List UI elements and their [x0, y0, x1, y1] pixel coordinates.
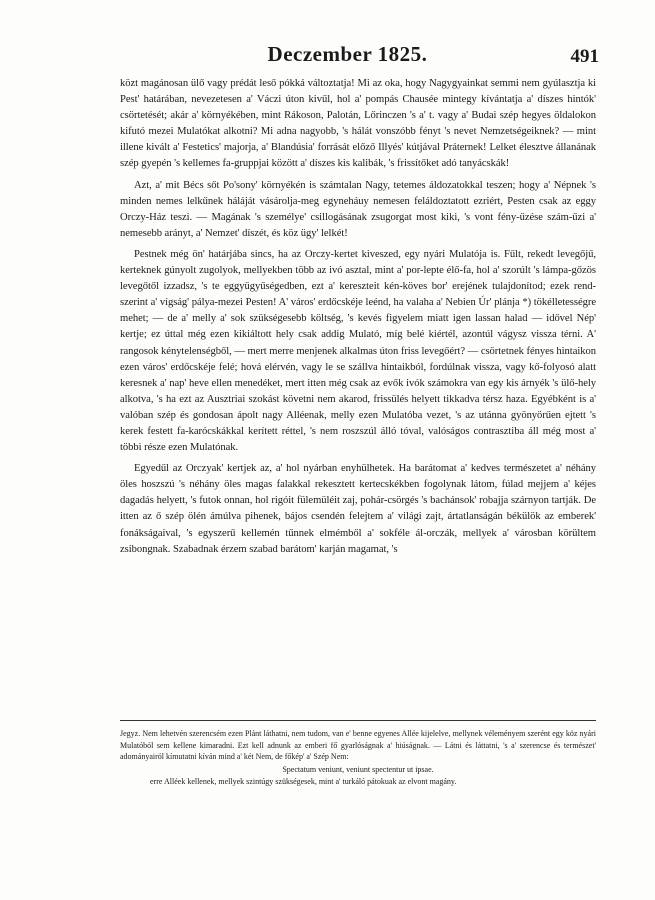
footnote-quote: Spectatum veniunt, veniunt spectentur ut ipsae. — [282, 764, 434, 774]
page-title: Deczember 1825. — [267, 42, 428, 66]
footnote-divider — [120, 720, 596, 721]
paragraph-4: Egyedűl az Orczyak' kertjek az, a' hol nyárban enyhülhetek. Ha barátomat a' kedves természetet a' néhány öles hoszszú 's néhány öles magas falakkal rekesztett kertecskékben fogolynak látom, fúlad mejjem a' kéjes dagadás helyett, 's futok onnan, hol rigóit fülemüléit zaj, pohár-csörgés 's bachánsok' robajja szárnyon tartják. De itten az ő szép ölén ámúlva pihenek, bájos csendén felejtem a' világi zajt, ártatlanságán békülök az emberek' fonákságaival, 's egyszerű kellemén tűnnek elmémből a' sokféle ál-orczák, mellyek a' városban körültem zsibongnak. Szabadnak érzem szabad barátom' karján magamat, 's — [120, 463, 596, 555]
footnote-continuation: erre Alléek kellenek, mellyek szintúgy szükségesek, mint a' turkáló pátokuak az elvont magány. — [150, 777, 457, 787]
footnote-text: Jegyz. Nem lehetvén szerencsém ezen Plánt láthatni, nem tudom, van e' benne egyenes Allée kijelelve, mellynek véleményem szerént egy köz nyári Mulatóból sem kellene kimaradni. Ezt kell adnunk az emberi fő gyarlóságnak a' hiúságnak. — Látni és láttatni, 's a' szerencse és természet' adományairól kímutatni kíván mind a' két Nem, de főkép' a' Szép Nem: — [120, 729, 596, 762]
body-text — [120, 76, 596, 563]
paragraph-1: közt magánosan ülő vagy prédát leső pókká változtatja! Mi az oka, hogy Nagygyainkat semmi nem gyúlasztja ki Pest' határában, nevezetesen a' Váczi úton kivűl, hol a' pompás Chausée mintegy kívántatja a' díszes hintók' csörtetését; akár a' környékében, mint Rákoson, Palotán, Lőrinczen 's a' t. vagy a' Budai szép hegyes öldalokon kifutó mezei Mulatókat alkotni? Mi adna nagyobb, 's hálát vonszóbb fényt 's nevet Nemzetségeiknek? — mint illene kivált a' Festetics' majorja, a' Blandúsia' forrását előző Illyés' kútjával Práternek! Lelket élesztve állanának szép gyepén 's kellemes fa-gruppjai között a' díszes kis kalibák, 's frissítőket adó tanyácskák! — [120, 78, 596, 170]
paragraph-2: Azt, a' mit Bécs sőt Po'sony' környékén is számtalan Nagy, tetemes áldozatokkal teszen; hogy a' Népnek 's minden nemes lelkűnek háláját vásárolja-meg egyneháuy nemesen feláldoztatott ezriért, Pesten csak az eggy Orczy-Ház teszi. — Magának 's személye' csillogásának zsugorgat most kiki, 's vont fény-űzése szám-űzi a' nemesebb arányt, a' Nemzet' díszét, és köz ügy' lelkét! — [120, 179, 596, 239]
page-number: 491 — [570, 46, 599, 67]
paragraph-3: Pestnek még ön' határjába sincs, ha az Orczy-kertet kiveszed, egy nyári Mulatója is. Fűlt, rekedt levegőjű, kerteknek gúnyolt zugolyok, mellyekben több az ivó asztal, mint a' por-lepte élő-fa, hol a' szorúlt 's lámpa-gőzös levegőtől izzadsz, 's te eggyügyűségedben, ezt a' kereszteit kén-köves bor' erejének tulajdonítod; ezek rend-szerint a' vígság' pálya-mezei Pesten! A' város' erdőcskéje leénd, ha valaha a' Nebien Úr' plánja *) tökélletességre mehet; — de a' melly a' sok szükségesebb költség, 's kevés figyelem miatt igen lassan halad — idővel Nép' kertje; ez úttal még ezen kikiáltott hely csak addig Mulató, míg belé kiértél, azontúl vágysz vissza térni. A' rangosok kénytelenségből, — mert merre menjenek alkalmas úton friss levegőért? — csörtetnek fényes hintaikon ezen város' erdőcskéje felé; hová elérvén, vagy le se szállva hintaikból, fordúlnak vissza, vagy kő-folyosó alatt keresnek a' nap' heve ellen menedéket, mert itten még csak az evők ivók számokra van egy kis árnyék 's ülő-hely alkotva, 's ha ezt az Ausztriai szokást követni nem akarod, frissülés helyett tikkadva térsz haza. Egyébként is a' valóban szép és gondosan ápolt nagy Alléenak, melly ezen Mulatóba vezet, 's az utánna gyönyörűen ejtett 's kerek festett fa-karócskákkal kerített réttel, 's nem roszszúl álló tóval, valóságos contrasztiba áll még most a' többi része ezen Mulatónak. — [120, 248, 596, 454]
page-header — [96, 42, 599, 72]
footnotes — [120, 728, 596, 788]
